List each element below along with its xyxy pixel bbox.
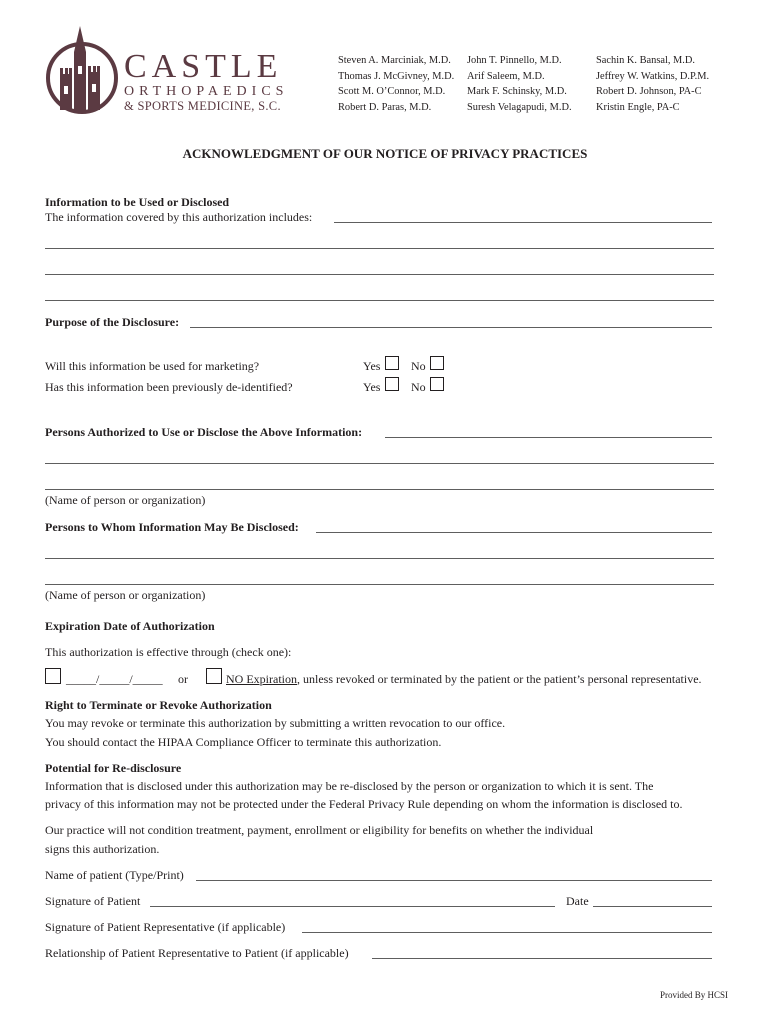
- info-heading: Information to be Used or Disclosed: [45, 195, 230, 209]
- info-field-line-4[interactable]: [45, 300, 714, 301]
- doctor-name: Robert D. Johnson, PA-C: [596, 86, 702, 97]
- doctor-name: John T. Pinnello, M.D.: [467, 55, 562, 66]
- no-expiration-rest: , unless revoked or terminated by the patient or the patient’s personal representative.: [297, 672, 702, 686]
- info-label: The information covered by this authorization includes:: [45, 210, 313, 224]
- condition-line-2: signs this authorization.: [45, 842, 160, 856]
- revoke-line-2: You should contact the HIPAA Compliance Officer to terminate this authorization.: [45, 735, 442, 749]
- deidentified-no-checkbox[interactable]: [430, 377, 444, 391]
- footer-credit: Provided By HCSI: [659, 990, 728, 1000]
- rep-signature-label: Signature of Patient Representative (if applicable): [45, 920, 286, 934]
- expiration-heading: Expiration Date of Authorization: [45, 619, 215, 633]
- doctor-name: Kristin Engle, PA-C: [596, 101, 680, 113]
- no-expiration-text: NO Expiration: [226, 672, 297, 686]
- doctor-column-2: [467, 53, 572, 115]
- doctor-name: Arif Saleem, M.D.: [467, 70, 545, 82]
- deidentified-yes-label: Yes: [363, 380, 381, 394]
- castle-tower-icon: [44, 22, 124, 122]
- recipients-name-hint: (Name of person or organization): [45, 588, 206, 602]
- patient-signature-label: Signature of Patient: [45, 894, 141, 908]
- date-label: Date: [566, 894, 589, 908]
- relationship-field[interactable]: [372, 958, 712, 959]
- revoke-line-1: You may revoke or terminate this authorization by submitting a written revocation to our office.: [45, 716, 506, 730]
- doctor-name: Suresh Velagapudi, M.D.: [467, 101, 572, 113]
- page-title: ACKNOWLEDGMENT OF OUR NOTICE OF PRIVACY PRACTICES: [182, 146, 588, 161]
- expiration-intro: This authorization is effective through (check one):: [45, 645, 292, 659]
- doctor-name: Mark F. Schinsky, M.D.: [467, 86, 567, 97]
- authorized-field-line-3[interactable]: [45, 489, 714, 490]
- doctor-name: Jeffrey W. Watkins, D.P.M.: [596, 70, 710, 82]
- purpose-field[interactable]: [190, 327, 712, 328]
- recipients-field-line-2[interactable]: [45, 558, 714, 559]
- doctor-name: Steven A. Marciniak, M.D.: [338, 55, 451, 66]
- info-field[interactable]: [334, 222, 712, 223]
- doctor-name: Thomas J. McGivney, M.D.: [338, 70, 455, 82]
- marketing-yes-checkbox[interactable]: [385, 356, 399, 370]
- relationship-label: Relationship of Patient Representative to Patient (if applicable): [45, 946, 349, 960]
- deidentified-question: Has this information been previously de-identified?: [45, 380, 293, 394]
- redisclosure-line-2: privacy of this information may not be protected under the Federal Privacy Rule depending on whom the information is disclosed to.: [45, 797, 683, 811]
- deidentified-no-label: No: [411, 380, 426, 394]
- authorized-label: Persons Authorized to Use or Disclose the Above Information:: [45, 425, 363, 439]
- marketing-question: Will this information be used for marketing?: [45, 359, 260, 373]
- patient-signature-field[interactable]: [150, 906, 555, 907]
- authorized-field[interactable]: [385, 437, 712, 438]
- recipients-field-line-3[interactable]: [45, 584, 714, 585]
- expiration-date-field[interactable]: _____/_____/_____: [66, 672, 163, 686]
- marketing-no-checkbox[interactable]: [430, 356, 444, 370]
- logo-line2: ORTHOPAEDICS: [124, 84, 289, 99]
- info-field-line-3[interactable]: [45, 274, 714, 275]
- purpose-label: Purpose of the Disclosure:: [45, 315, 180, 329]
- authorized-name-hint: (Name of person or organization): [45, 493, 206, 507]
- patient-name-field[interactable]: [196, 880, 712, 881]
- patient-name-label: Name of patient (Type/Print): [45, 868, 184, 882]
- redisclosure-line-1: Information that is disclosed under this authorization may be re-disclosed by the person or organization to which it is sent. The: [45, 779, 654, 793]
- recipients-label: Persons to Whom Information May Be Disclosed:: [45, 520, 299, 534]
- no-expiration-checkbox[interactable]: [206, 668, 222, 684]
- condition-line-1: Our practice will not condition treatment, payment, enrollment or eligibility for benefits on whether the individual: [45, 823, 594, 837]
- doctor-name: Robert D. Paras, M.D.: [338, 101, 432, 113]
- castle-logo: [44, 22, 294, 122]
- rep-signature-field[interactable]: [302, 932, 712, 933]
- doctor-name: Sachin K. Bansal, M.D.: [596, 55, 695, 66]
- marketing-no-label: No: [411, 359, 426, 373]
- deidentified-yes-checkbox[interactable]: [385, 377, 399, 391]
- doctor-column-1: [338, 53, 454, 115]
- doctor-name: Scott M. O’Connor, M.D.: [338, 86, 446, 97]
- marketing-yes-label: Yes: [363, 359, 381, 373]
- revoke-heading: Right to Terminate or Revoke Authorization: [45, 698, 272, 712]
- doctor-column-3: [596, 53, 709, 115]
- redisclosure-heading: Potential for Re-disclosure: [45, 761, 182, 775]
- recipients-field[interactable]: [316, 532, 712, 533]
- logo-line3: & SPORTS MEDICINE, S.C.: [124, 99, 281, 113]
- expiration-date-checkbox[interactable]: [45, 668, 61, 684]
- logo-name: CASTLE: [124, 48, 283, 85]
- expiration-or: or: [178, 672, 188, 686]
- date-field[interactable]: [593, 906, 712, 907]
- authorized-field-line-2[interactable]: [45, 463, 714, 464]
- info-field-line-2[interactable]: [45, 248, 714, 249]
- no-expiration-label: [226, 672, 702, 686]
